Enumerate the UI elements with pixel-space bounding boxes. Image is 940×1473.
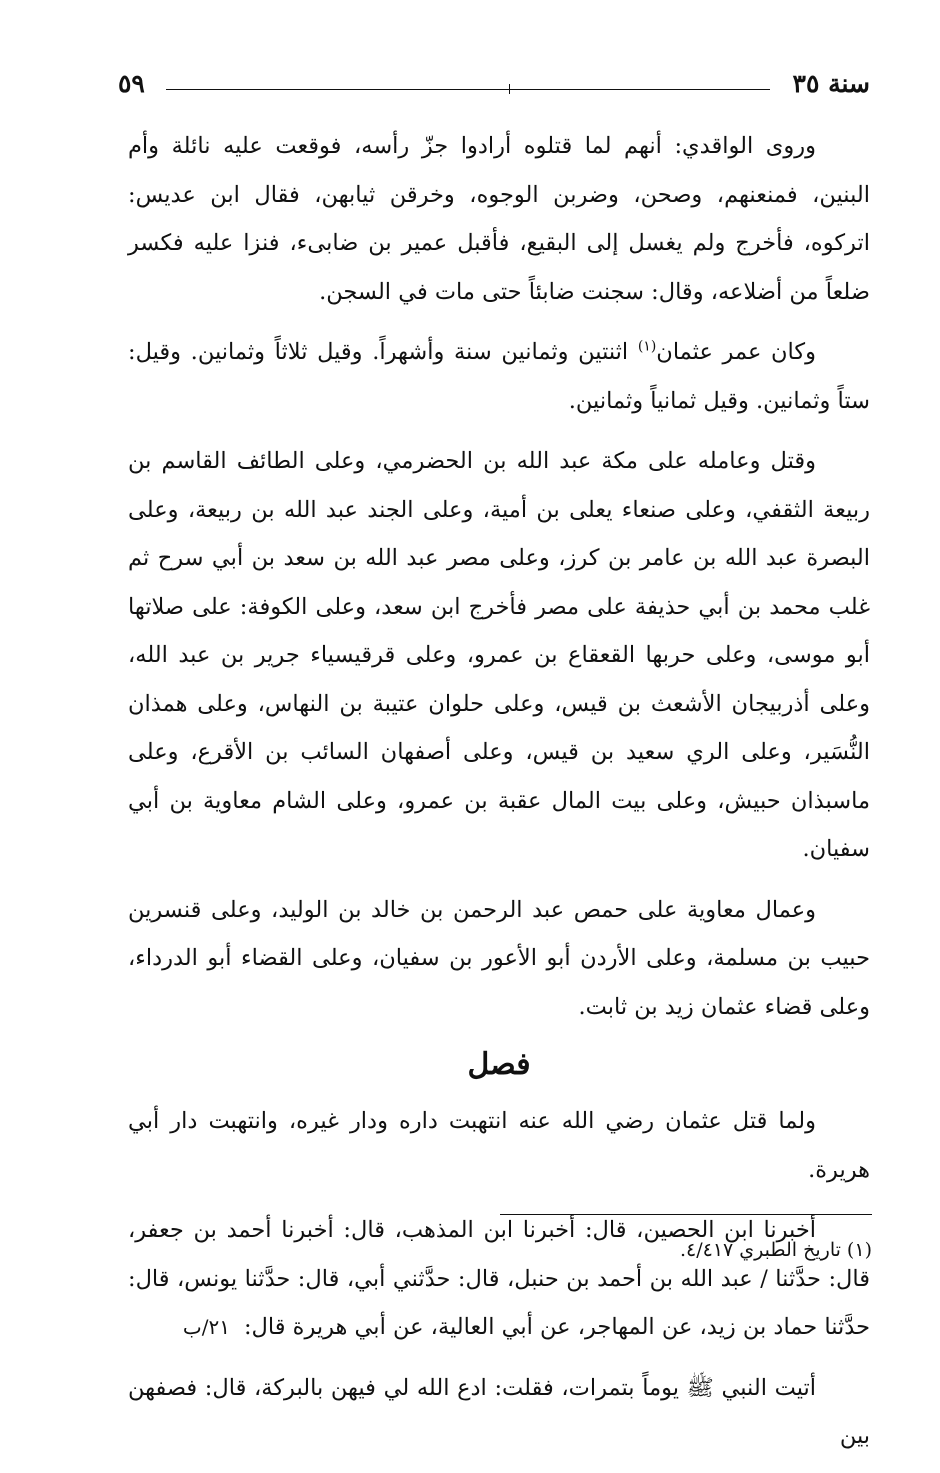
- footnote-reference: (١): [637, 338, 657, 355]
- paragraph-governors: وقتل وعامله على مكة عبد الله بن الحضرمي، وعلى الطائف القاسم بن ربيعة الثقفي، وعلى صنعاء يعلى بن أمية، وعلى الجند عبد الله بن ربيعة، وعلى البصرة عبد الله بن عامر بن كرز، وعلى مصر عبد الله بن سعد بن أبي سرح ثم غلب محمد بن أبي حذيفة على مصر فأخرج ابن سعد، وعلى الكوفة: على صلاتها أبو موسى، وعلى حربها القعقاع بن عمرو، وعلى قرقيسياء جرير بن عبد الله، وعلى أذربيجان الأشعث بن قيس، وعلى حلوان عتيبة بن النهاس، وعلى همذان النُّسَير، وعلى الري سعيد بن قيس، وعلى أصفهان السائب بن الأقرع، وعلى ماسبذان حبيش، وعلى بيت المال عقبة بن عمرو، وعلى الشام معاوية بن أبي سفيان.: [128, 448, 870, 862]
- footnote: (١) تاريخ الطبري ٤/٤١٧.: [679, 1239, 872, 1261]
- header-rule: [166, 89, 770, 90]
- paragraph-text: وكان عمر عثمان: [656, 339, 816, 365]
- chapter-year-title: سنة ٣٥: [792, 69, 870, 98]
- paragraph-hadith-start: أتيت النبي ﷺ يوماً بتمرات، فقلت: ادع الله لي فيهن بالبركة، قال: فصفهن بين: [128, 1374, 870, 1449]
- manuscript-folio-mark: ٢١/ب: [182, 1315, 230, 1339]
- header-rule-tick: [509, 84, 510, 94]
- paragraph-isnad: [128, 1206, 870, 1352]
- paragraph-waqidi-narration: وروى الواقدي: أنهم لما قتلوه أرادوا جزّ رأسه، فوقعت عليه نائلة وأم البنين، فمنعنهم، وصحن، وضربن الوجوه، وخرقن ثيابهن، فقال ابن عديس: اتركوه، فأخرج ولم يغسل إلى البقيع، فأقبل عمير بن ضابىء، فنزا عليه فكسر ضلعاً من أضلاعه، وقال: سجنت ضابئاً حتى مات في السجن.: [128, 133, 870, 305]
- page-number: ٥٩: [118, 69, 145, 98]
- running-header: [118, 64, 870, 104]
- footnote-separator: [500, 1214, 872, 1215]
- paragraph-text: اثنتين وثمانين سنة وأشهراً. وقيل ثلاثاً وثمانين. وقيل: ستاً وثمانين. وقيل ثمانياً وثمانين.: [128, 339, 870, 414]
- section-heading: فصل: [467, 1047, 531, 1082]
- paragraph-text: أخبرنا ابن الحصين، قال: أخبرنا ابن المذهب، قال: أخبرنا أحمد بن جعفر، قال: حدَّثنا / عبد الله بن أحمد بن حنبل، قال: حدَّثني أبي، قال: حدَّثنا يونس، قال: حدَّثنا حماد بن زيد، عن المهاجر، عن أبي العالية، عن أبي هريرة قال:: [128, 1217, 870, 1340]
- paragraph-house-plundered: ولما قتل عثمان رضي الله عنه انتهبت داره ودار غيره، وانتهبت دار أبي هريرة.: [128, 1108, 870, 1183]
- main-text: [128, 122, 870, 1473]
- paragraph-muawiya-officials: وعمال معاوية على حمص عبد الرحمن بن خالد بن الوليد، وعلى قنسرين حبيب بن مسلمة، وعلى الأردن أبو الأعور بن سفيان، وعلى القضاء أبو الدرداء، وعلى قضاء عثمان زيد بن ثابت.: [128, 896, 870, 1020]
- paragraph-uthman-age: [128, 328, 870, 425]
